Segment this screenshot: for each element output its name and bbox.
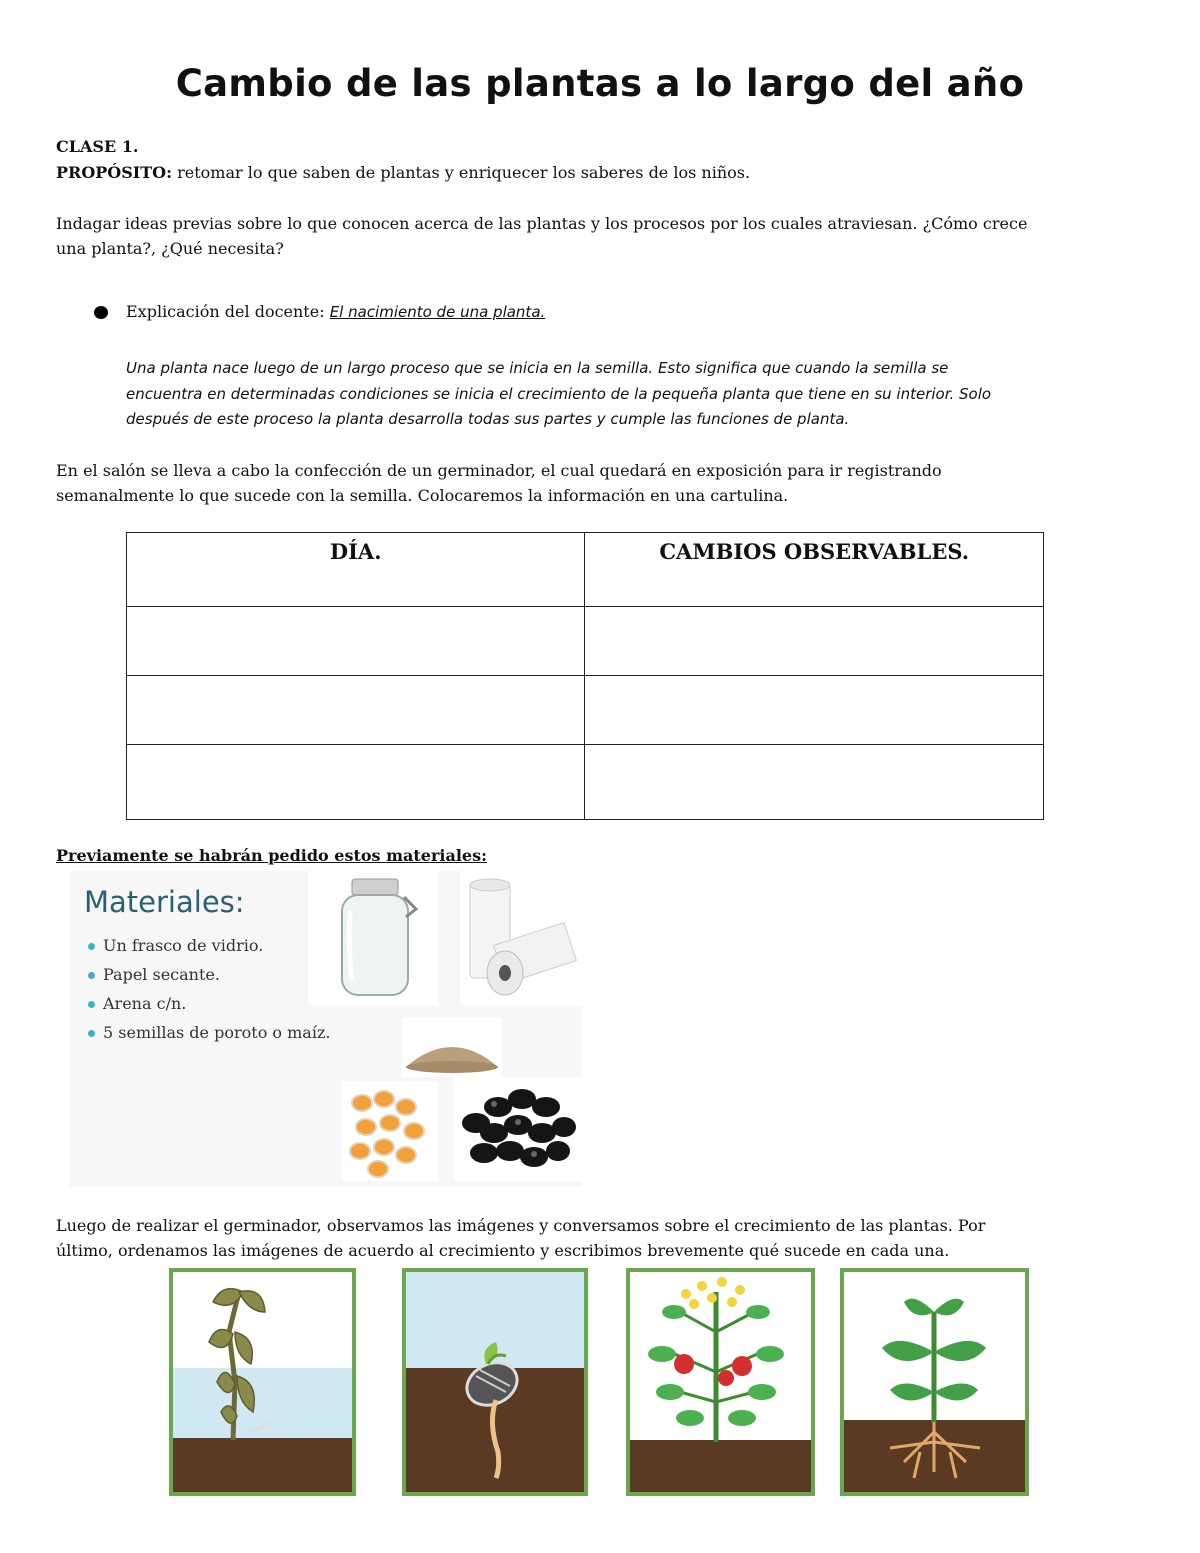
list-item xyxy=(88,1020,330,1049)
table-row xyxy=(127,745,1044,820)
header-cambios: CAMBIOS OBSERVABLES. xyxy=(585,533,1044,607)
observation-table xyxy=(126,532,1044,820)
proposito-text: retomar lo que saben de plantas y enriquecer los saberes de los niños. xyxy=(172,163,751,182)
list-item-label: Un frasco de vidrio. xyxy=(103,936,264,955)
table-cell[interactable] xyxy=(127,676,585,745)
table-cell[interactable] xyxy=(585,745,1044,820)
materials-image xyxy=(70,871,582,1187)
list-item xyxy=(88,962,330,991)
corn-seeds-icon xyxy=(342,1081,438,1181)
table-row xyxy=(127,676,1044,745)
table-cell[interactable] xyxy=(585,607,1044,676)
list-item xyxy=(88,991,330,1020)
growth-image-young-plant xyxy=(840,1268,1029,1496)
proposito-paragraph xyxy=(56,160,750,185)
explicacion-line-1: Una planta nace luego de un largo proceso que se inicia en la semilla. Esto significa que cuando la semilla se xyxy=(126,359,949,377)
indagar-line-2: una planta?, ¿Qué necesita? xyxy=(56,239,284,258)
black-beans-icon xyxy=(454,1077,582,1181)
clase-label: CLASE 1. xyxy=(56,137,139,156)
list-item-label: Papel secante. xyxy=(103,965,220,984)
bullet-icon xyxy=(88,1001,95,1008)
bullet-item xyxy=(126,299,545,325)
list-item xyxy=(88,933,330,962)
table-cell[interactable] xyxy=(127,607,585,676)
materiales-intro: Previamente se habrán pedido estos materiales: xyxy=(56,846,488,865)
table-header-row xyxy=(127,533,1044,607)
bullet-icon xyxy=(88,1030,95,1037)
salon-line-1: En el salón se lleva a cabo la confección de un germinador, el cual quedará en exposición para ir registrando xyxy=(56,461,942,480)
bullet-link[interactable]: El nacimiento de una planta. xyxy=(329,303,546,321)
header-dia: DÍA. xyxy=(127,533,585,607)
sand-pile-icon xyxy=(402,1017,502,1077)
explicacion-line-3: después de este proceso la planta desarrolla todas sus partes y cumple las funciones de planta. xyxy=(126,410,850,428)
bullet-label: Explicación del docente: xyxy=(126,302,330,321)
glass-jar-icon xyxy=(308,871,438,1006)
indagar-line-1: Indagar ideas previas sobre lo que conocen acerca de las plantas y los procesos por los cuales atraviesan. ¿Cómo crece xyxy=(56,214,1028,233)
luego-line-2: último, ordenamos las imágenes de acuerdo al crecimiento y escribimos brevemente qué sucede en cada una. xyxy=(56,1241,950,1260)
salon-line-2: semanalmente lo que sucede con la semilla. Colocaremos la información en una cartulina. xyxy=(56,486,789,505)
table-cell[interactable] xyxy=(127,745,585,820)
bullet-icon xyxy=(88,972,95,979)
luego-line-1: Luego de realizar el germinador, observamos las imágenes y conversamos sobre el crecimiento de las plantas. Por xyxy=(56,1216,986,1235)
materials-list xyxy=(88,933,330,1049)
page-title: Cambio de las plantas a lo largo del año xyxy=(175,62,1025,105)
table-cell[interactable] xyxy=(585,676,1044,745)
explicacion-line-2: encuentra en determinadas condiciones se inicia el crecimiento de la pequeña planta que tiene en su interior. Solo xyxy=(126,385,992,403)
growth-image-wilted xyxy=(169,1268,356,1496)
growth-image-fruiting xyxy=(626,1268,815,1496)
table-row xyxy=(127,607,1044,676)
materials-title: Materiales: xyxy=(84,885,245,919)
list-item-label: 5 semillas de poroto o maíz. xyxy=(103,1023,331,1042)
bullet-icon xyxy=(94,306,108,319)
list-item-label: Arena c/n. xyxy=(103,994,187,1013)
growth-image-sprout xyxy=(402,1268,588,1496)
bullet-icon xyxy=(88,943,95,950)
proposito-label: PROPÓSITO: xyxy=(56,163,173,182)
paper-roll-icon xyxy=(460,871,582,1006)
